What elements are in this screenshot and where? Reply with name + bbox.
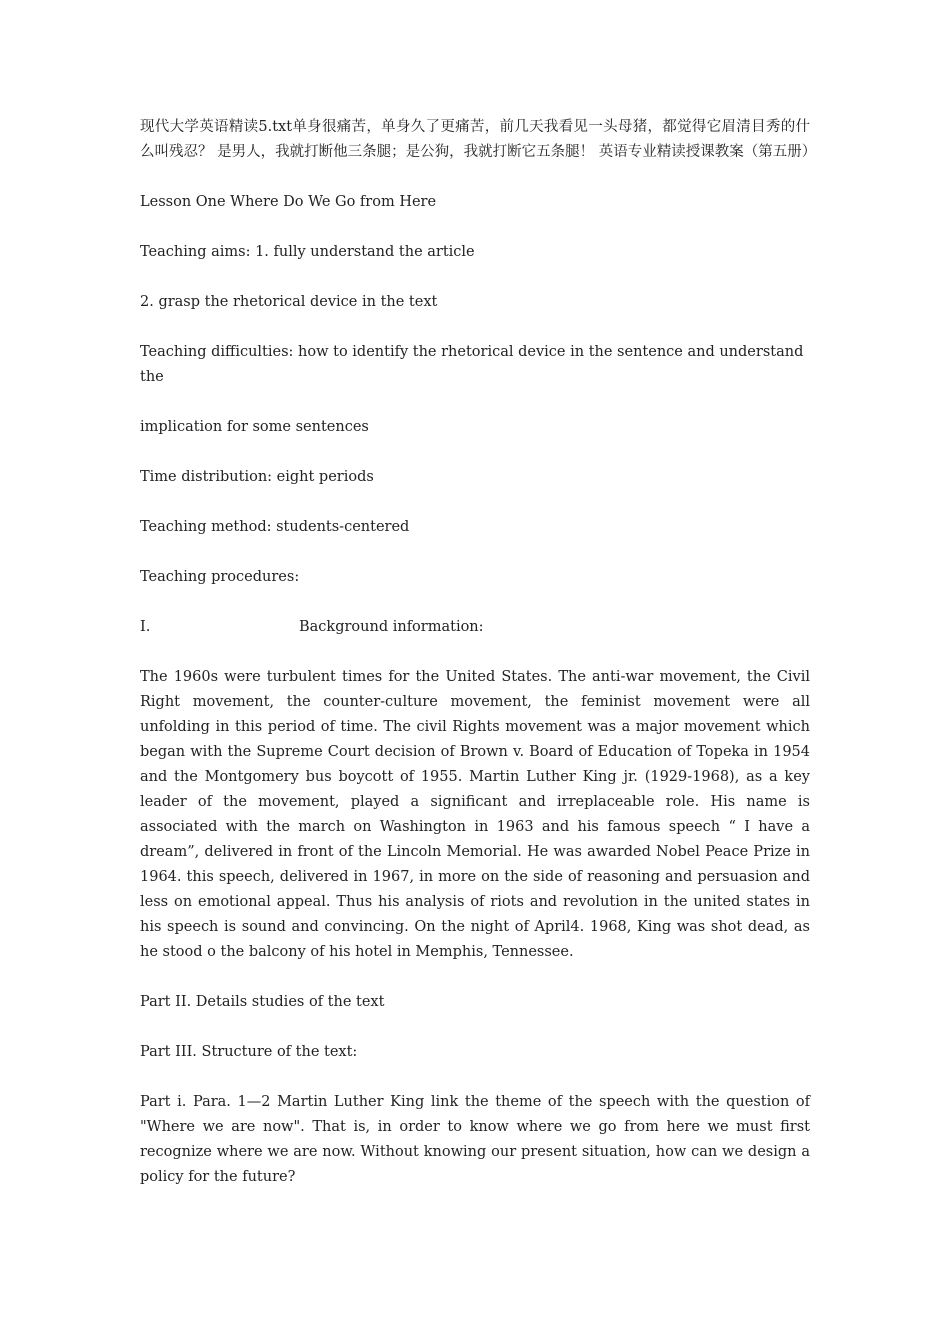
section-title: Background information: — [299, 619, 484, 635]
background-paragraph: The 1960s were turbulent times for the United States. The anti-war movement, the Civil Right movement, the counter-culture movement, the feminist movement were all unfolding in this period of time. The civil Rights movement was a major movement which began with the Supreme Court decision of Brown v. Board of Education of Topeka in 1954 and the Montgomery bus boycott of 1955. Martin Luther King jr. (1929-1968), as a key leader of the movement, played a significant and irreplaceable role. His name is associated with the march on Washington in 1963 and his famous speech “ I have a dream”, delivered in front of the Lincoln Memorial. He was awarded Nobel Peace Prize in 1964. this speech, delivered in 1967, in more on the side of reasoning and persuasion and less on emotional appeal. Thus his analysis of riots and revolution in the united states in his speech is sound and convincing. On the night of April4. 1968, King was shot dead, as he stood o the balcony of his hotel in Memphis, Tennessee. — [140, 669, 815, 960]
teaching-procedures: Teaching procedures: — [140, 569, 300, 585]
teaching-difficulties-1: Teaching difficulties: how to identify the rhetorical device in the sentence and understand the — [140, 344, 808, 385]
teaching-aims-1: Teaching aims: 1. fully understand the article — [140, 244, 475, 260]
teaching-aims-2: 2. grasp the rhetorical device in the text — [140, 294, 438, 310]
teaching-method: Teaching method: students-centered — [140, 519, 410, 535]
document-page — [140, 115, 817, 1215]
time-distribution: Time distribution: eight periods — [140, 469, 374, 485]
part-2-heading: Part II. Details studies of the text — [140, 994, 385, 1010]
part-i-paragraph: Part i. Para. 1—2 Martin Luther King link the theme of the speech with the question of "Where we are now". That is, in order to know where we go from here we must first recognize where we are now. Without knowing our present situation, how can we design a policy for the future? — [140, 1094, 815, 1185]
part-3-heading: Part III. Structure of the text: — [140, 1044, 358, 1060]
teaching-difficulties-2: implication for some sentences — [140, 419, 369, 435]
lesson-title: Lesson One Where Do We Go from Here — [140, 194, 437, 210]
section-number: I. — [140, 619, 151, 635]
section-heading — [140, 615, 810, 640]
intro-paragraph: 现代大学英语精读5.txt单身很痛苦，单身久了更痛苦，前几天我看见一头母猪，都觉得它眉清目秀的什么叫残忍？ 是男人，我就打断他三条腿；是公狗，我就打断它五条腿！ 英语专业精读授课教案（第五册） — [140, 119, 817, 160]
